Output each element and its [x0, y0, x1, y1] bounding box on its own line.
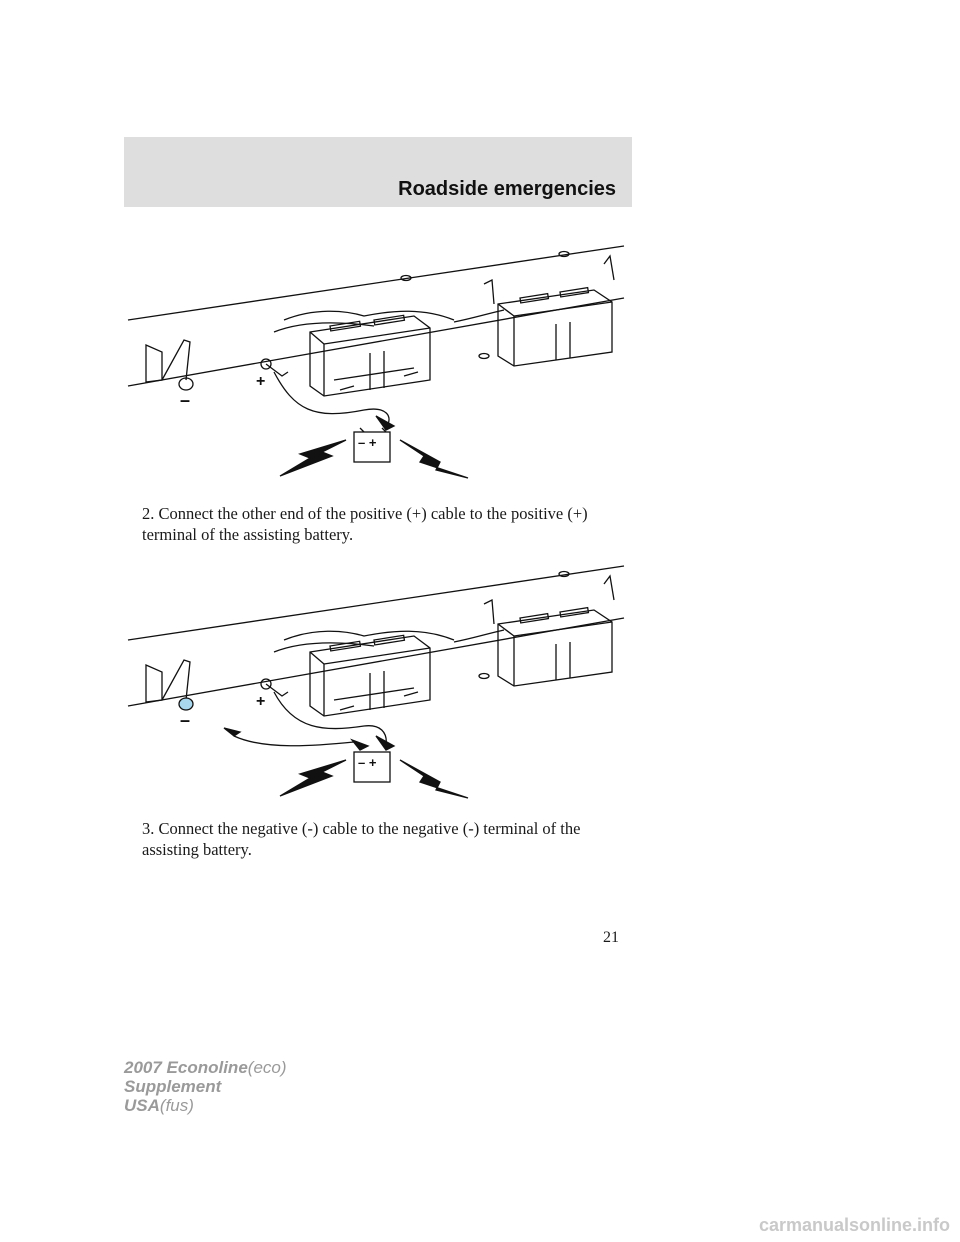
ground-minus-label: – [180, 710, 191, 730]
battery-terminal-labels: – + [358, 435, 377, 450]
footer-model-info [124, 1058, 287, 1115]
frame-rail [128, 566, 624, 706]
positive-terminal-label: + [256, 693, 266, 710]
footer-market-line [124, 1096, 287, 1115]
ground-bracket [146, 660, 193, 710]
footer-market-code: (fus) [159, 1096, 194, 1115]
ground-bracket [146, 340, 193, 390]
page-number: 21 [603, 929, 619, 946]
battery-left [274, 631, 454, 716]
figure-jumper-negative-connection [124, 560, 632, 805]
battery-right [454, 576, 614, 686]
watermark: carmanualsonline.info [758, 1215, 950, 1235]
footer-publication: Supplement [124, 1077, 222, 1096]
footer-model-code: (eco) [247, 1058, 287, 1077]
ground-point-highlight [179, 698, 193, 710]
battery-left [274, 311, 454, 396]
figure-jumper-positive-connection [124, 240, 632, 485]
jumper-cable [261, 359, 394, 430]
battery-right [454, 256, 614, 366]
frame-rail [128, 246, 624, 386]
section-header [124, 137, 632, 207]
section-title: Roadside emergencies [398, 178, 616, 200]
footer-model-line [124, 1058, 287, 1077]
positive-terminal-label: + [256, 373, 266, 390]
step-2-text: 2. Connect the other end of the positive (+) cable to the positive (+) terminal of the assisting battery. [142, 504, 588, 544]
footer-market: USA [124, 1096, 160, 1115]
ground-minus-label: – [180, 390, 191, 410]
step-3-text: 3. Connect the negative (-) cable to the negative (-) terminal of the assisting battery. [142, 819, 581, 859]
battery-terminal-labels: – + [358, 755, 377, 770]
footer-model: 2007 Econoline [124, 1058, 248, 1077]
jumper-cables [224, 679, 394, 750]
